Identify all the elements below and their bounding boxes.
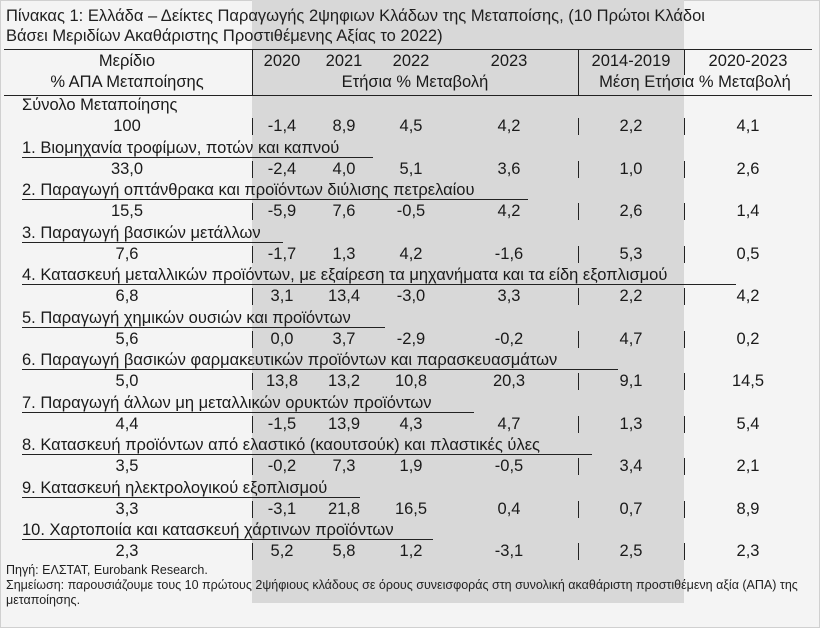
- cell-share: 3,5: [115, 457, 139, 475]
- cell-share: 33,0: [110, 159, 144, 178]
- total-label: Σύνολο Μεταποίησης: [22, 96, 178, 114]
- row-divider: [684, 373, 685, 390]
- row-divider: [252, 118, 253, 135]
- cell-y2021: 8,9: [332, 117, 356, 135]
- category-underline: [22, 199, 528, 200]
- row-divider: [578, 161, 579, 178]
- cell-p1: 1,3: [619, 414, 643, 433]
- cell-y2020: -1,7: [267, 244, 297, 263]
- category-label: 10. Χαρτοποιία και κατασκευή χάρτινων προϊόντων: [22, 521, 394, 539]
- row-divider: [578, 331, 579, 348]
- row-divider: [578, 416, 579, 433]
- row-divider: [684, 161, 685, 178]
- category-label: 3. Παραγωγή βασικών μετάλλων: [22, 223, 261, 242]
- cell-y2020: 0,0: [270, 329, 294, 348]
- cell-p1: 1,0: [619, 159, 643, 178]
- header-period-2: 2020-2023: [708, 52, 788, 70]
- title-line-1: Πίνακας 1: Ελλάδα – Δείκτες Παραγωγής 2ψηφιων Κλάδων της Μεταποίσης, (10 Πρώτοι Κλάδοι: [6, 7, 705, 25]
- row-divider: [578, 118, 579, 135]
- cell-p1: 5,3: [619, 244, 643, 263]
- header-share-top: Μερίδιο: [98, 52, 156, 70]
- cell-y2023: -1,6: [494, 244, 524, 263]
- row-divider: [252, 246, 253, 263]
- row-divider: [578, 203, 579, 220]
- row-divider: [252, 373, 253, 390]
- source-note: Πηγή: ΕΛΣΤΑΤ, Eurobank Research.: [6, 563, 208, 577]
- cell-y2023: 4,2: [497, 117, 521, 135]
- cell-y2020: -1,4: [267, 117, 297, 135]
- row-divider: [252, 331, 253, 348]
- category-underline: [22, 284, 736, 285]
- cell-share: 15,5: [110, 202, 144, 220]
- category-label: 9. Κατασκευή ηλεκτρολογικού εξοπλισμού: [22, 478, 328, 497]
- category-label: 7. Παραγωγή άλλων μη μεταλλικών ορυκτών προϊόντων: [22, 393, 432, 412]
- row-divider: [578, 246, 579, 263]
- category-label: 8. Κατασκευή προϊόντων από ελαστικό (καουτσούκ) και πλαστικές ύλες: [22, 436, 541, 454]
- cell-y2023: 4,2: [497, 202, 521, 220]
- cell-p2: 2,6: [736, 159, 760, 178]
- header-avg-change: Μέση Ετήσια % Μεταβολή: [599, 73, 791, 91]
- cell-y2021: 13,9: [327, 414, 361, 433]
- cell-y2023: -3,1: [494, 542, 524, 560]
- row-divider: [684, 501, 685, 518]
- cell-y2022: -3,0: [396, 287, 426, 305]
- row-divider: [684, 203, 685, 220]
- cell-p1: 4,7: [619, 329, 643, 348]
- cell-y2022: 10,8: [394, 372, 428, 390]
- row-divider: [684, 416, 685, 433]
- row-divider: [252, 416, 253, 433]
- row-divider: [252, 203, 253, 220]
- cell-p1: 2,6: [619, 202, 643, 220]
- cell-y2021: 3,7: [332, 329, 356, 348]
- table-title: [6, 6, 814, 46]
- cell-share: 7,6: [115, 244, 139, 263]
- cell-p2: 8,9: [736, 499, 760, 518]
- row-divider: [578, 543, 579, 560]
- cell-y2022: 4,3: [399, 414, 423, 433]
- category-label: 2. Παραγωγή οπτάνθρακα και προϊόντων διύλισης πετρελαίου: [22, 181, 475, 199]
- cell-p1: 2,5: [619, 542, 643, 560]
- header-top-rule: [4, 49, 812, 50]
- cell-share: 4,4: [115, 414, 139, 433]
- cell-p2: 2,1: [736, 457, 760, 475]
- cell-y2021: 13,4: [327, 287, 361, 305]
- category-underline: [22, 157, 373, 158]
- category-underline: [22, 454, 592, 455]
- cell-y2022: 16,5: [394, 499, 428, 518]
- row-divider: [252, 458, 253, 475]
- category-label: 5. Παραγωγή χημικών ουσιών και προϊόντων: [22, 308, 351, 327]
- row-divider: [684, 458, 685, 475]
- category-underline: [22, 539, 433, 540]
- header-year-2023: 2023: [490, 52, 528, 70]
- row-divider: [684, 118, 685, 135]
- cell-y2023: 20,3: [492, 372, 526, 390]
- cell-y2021: 7,6: [332, 202, 356, 220]
- row-divider: [684, 246, 685, 263]
- cell-y2022: 4,2: [399, 244, 423, 263]
- cell-p1: 9,1: [619, 372, 643, 390]
- category-label: 1. Βιομηχανία τροφίμων, ποτών και καπνού: [22, 138, 340, 157]
- cell-p1: 2,2: [619, 287, 643, 305]
- cell-y2023: -0,2: [494, 329, 524, 348]
- cell-y2020: 13,8: [265, 372, 299, 390]
- cell-y2020: -5,9: [267, 202, 297, 220]
- cell-y2023: 0,4: [497, 499, 521, 518]
- cell-p2: 0,2: [736, 329, 760, 348]
- category-underline: [22, 412, 474, 413]
- cell-y2022: 5,1: [399, 159, 423, 178]
- category-label: 4. Κατασκευή μεταλλικών προϊόντων, με εξαίρεση τα μηχανήματα και τα είδη εξοπλισμού: [22, 266, 668, 284]
- cell-p1: 2,2: [619, 117, 643, 135]
- cell-y2020: -0,2: [267, 457, 297, 475]
- cell-y2020: 5,2: [270, 542, 294, 560]
- category-underline: [22, 242, 283, 243]
- header-year-2020: 2020: [263, 52, 301, 70]
- cell-p2: 0,5: [736, 244, 760, 263]
- header-year-2021: 2021: [325, 52, 363, 70]
- cell-y2021: 4,0: [332, 159, 356, 178]
- cell-y2023: 4,7: [497, 414, 521, 433]
- category-label: 6. Παραγωγή βασικών φαρμακευτικών προϊόντων και παρασκευασμάτων: [22, 351, 558, 369]
- row-divider: [578, 501, 579, 518]
- cell-y2020: 3,1: [270, 287, 294, 305]
- cell-share: 100: [113, 117, 141, 135]
- cell-share: 5,0: [115, 372, 139, 390]
- title-line-2: Βάσει Μεριδίων Ακαθάριστης Προστιθέμενης Αξίας το 2022): [6, 27, 443, 45]
- cell-y2023: 3,6: [497, 159, 521, 178]
- header-year-2022: 2022: [392, 52, 430, 70]
- row-divider: [684, 288, 685, 305]
- cell-y2021: 21,8: [327, 499, 361, 518]
- cell-y2023: -0,5: [494, 457, 524, 475]
- row-divider: [252, 543, 253, 560]
- header-share-bottom: % ΑΠΑ Μεταποίησης: [50, 73, 204, 91]
- cell-share: 3,3: [115, 499, 139, 518]
- cell-y2020: -2,4: [267, 159, 297, 178]
- notes-block: [6, 563, 816, 608]
- row-divider: [252, 501, 253, 518]
- cell-share: 2,3: [115, 542, 139, 560]
- cell-y2020: -1,5: [267, 414, 297, 433]
- row-divider: [684, 543, 685, 560]
- row-divider: [252, 288, 253, 305]
- cell-p2: 5,4: [736, 414, 760, 433]
- category-underline: [22, 497, 360, 498]
- cell-y2021: 5,8: [332, 542, 356, 560]
- cell-p2: 4,1: [736, 117, 760, 135]
- row-divider: [684, 331, 685, 348]
- cell-y2023: 3,3: [497, 287, 521, 305]
- cell-p2: 4,2: [736, 287, 760, 305]
- row-divider: [578, 288, 579, 305]
- cell-y2021: 1,3: [332, 244, 356, 263]
- cell-y2021: 13,2: [327, 372, 361, 390]
- category-underline: [22, 369, 618, 370]
- cell-p1: 3,4: [619, 457, 643, 475]
- cell-p2: 14,5: [731, 372, 765, 390]
- cell-y2021: 7,3: [332, 457, 356, 475]
- cell-y2022: -0,5: [396, 202, 426, 220]
- cell-y2022: 1,9: [399, 457, 423, 475]
- cell-p2: 2,3: [736, 542, 760, 560]
- cell-y2022: -2,9: [396, 329, 426, 348]
- cell-p2: 1,4: [736, 202, 760, 220]
- header-period-1: 2014-2019: [591, 52, 671, 70]
- footnote: Σημείωση: παρουσιάζουμε τους 10 πρώτους 2ψήφιους κλάδους σε όρους συνεισφοράς στη συνολική ακαθάριστη προστιθέμενη αξία (ΑΠΑ) της μεταποίησης.: [6, 578, 798, 607]
- category-underline: [22, 327, 385, 328]
- row-divider: [252, 161, 253, 178]
- cell-share: 6,8: [115, 287, 139, 305]
- row-divider: [578, 458, 579, 475]
- cell-y2020: -3,1: [267, 499, 297, 518]
- cell-y2022: 1,2: [399, 542, 423, 560]
- row-divider: [578, 373, 579, 390]
- cell-y2022: 4,5: [399, 117, 423, 135]
- cell-share: 5,6: [115, 329, 139, 348]
- header-annual-change: Ετήσια % Μεταβολή: [341, 73, 489, 91]
- cell-p1: 0,7: [619, 499, 643, 518]
